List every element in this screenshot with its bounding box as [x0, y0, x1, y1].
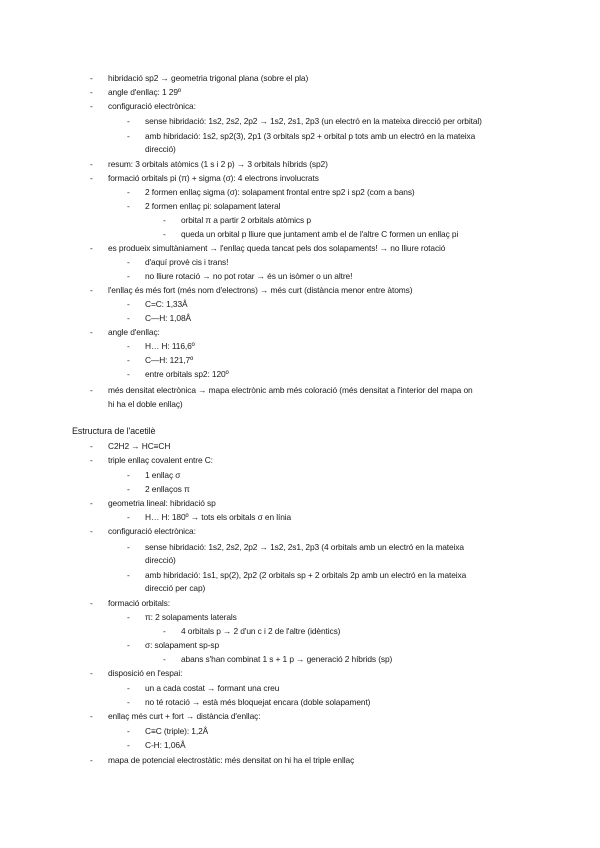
- list-item: l'enllaç és més fort (més nom d'electrons) → més curt (distància menor entre àtoms): [108, 285, 413, 295]
- bullet-dash: -: [127, 313, 130, 323]
- list-item: angle d'enllaç: 1 29º: [108, 87, 181, 97]
- bullet-dash: -: [127, 683, 130, 693]
- list-item: formació orbitals:: [108, 598, 170, 608]
- list-item: C≡C (triple): 1,2Å: [145, 726, 209, 736]
- bullet-dash: -: [127, 512, 130, 522]
- list-item: més densitat electrònica → mapa electrònic amb més coloració (més densitat a l'interior del mapa on: [108, 385, 473, 395]
- list-item: amb hibridació: 1s2, sp2(3), 2p1 (3 orbitals sp2 + orbital p tots amb un electró en la mateixa: [145, 131, 476, 141]
- list-item: C2H2 → HC≡CH: [108, 441, 171, 451]
- list-item: hibridació sp2 → geometria trigonal plana (sobre el pla): [108, 73, 309, 83]
- bullet-dash: -: [90, 87, 93, 97]
- list-item: disposició en l'espai:: [108, 668, 183, 678]
- list-item: triple enllaç covalent entre C:: [108, 455, 213, 465]
- list-item: 4 orbitals p → 2 d'un c i 2 de l'altre (idèntics): [181, 626, 341, 636]
- bullet-dash: -: [127, 612, 130, 622]
- bullet-dash: -: [127, 271, 130, 281]
- list-item: enllaç més curt + fort → distància d'enllaç:: [108, 711, 261, 721]
- list-item: C—H: 121,7º: [145, 355, 194, 365]
- list-item: H… H: 116,6º: [145, 341, 195, 351]
- bullet-dash: -: [90, 711, 93, 721]
- bullet-dash: -: [127, 369, 130, 379]
- bullet-dash: -: [163, 654, 166, 664]
- bullet-dash: -: [163, 229, 166, 239]
- bullet-dash: -: [127, 116, 130, 126]
- list-item-continuation: hi ha el doble enllaç): [108, 399, 183, 409]
- list-item: abans s'han combinat 1 s + 1 p → generació 2 híbrids (sp): [181, 654, 393, 664]
- bullet-dash: -: [127, 341, 130, 351]
- bullet-dash: -: [90, 243, 93, 253]
- list-item: amb hibridació: 1s1, sp(2), 2p2 (2 orbitals sp + 2 orbitals 2p amb un electró en la mateixa: [145, 570, 467, 580]
- list-item: 1 enllaç σ: [145, 470, 181, 480]
- list-item: 2 formen enllaç sigma (σ): solapament frontal entre sp2 i sp2 (com a bans): [145, 187, 415, 197]
- bullet-dash: -: [127, 570, 130, 580]
- list-item: queda un orbital p lliure que juntament amb el de l'altre C formen un enllaç pi: [181, 229, 459, 239]
- list-item: configuració electrònica:: [108, 526, 196, 536]
- bullet-dash: -: [127, 299, 130, 309]
- list-item: no lliure rotació → no pot rotar → és un isòmer o un altre!: [145, 271, 353, 281]
- list-item: mapa de potencial electrostàtic: més densitat on hi ha el triple enllaç: [108, 755, 355, 765]
- list-item: un a cada costat → formant una creu: [145, 683, 280, 693]
- bullet-dash: -: [90, 526, 93, 536]
- list-item: geometria lineal: hibridació sp: [108, 498, 216, 508]
- list-item: C-H: 1,06Å: [145, 740, 186, 750]
- list-item: H… H: 180º → tots els orbitals σ en línia: [145, 512, 292, 522]
- list-item: C—H: 1,08Å: [145, 313, 192, 323]
- list-item: sense hibridació: 1s2, 2s2, 2p2 → 1s2, 2s1, 2p3 (un electró en la mateixa direcció per orbital): [145, 116, 482, 126]
- bullet-dash: -: [163, 215, 166, 225]
- section-heading: Estructura de l'acetilè: [72, 426, 156, 436]
- list-item-continuation: direcció per cap): [145, 583, 206, 593]
- bullet-dash: -: [90, 441, 93, 451]
- bullet-dash: -: [127, 131, 130, 141]
- bullet-dash: -: [127, 470, 130, 480]
- list-item: configuració electrònica:: [108, 101, 196, 111]
- list-item: sense hibridació: 1s2, 2s2, 2p2 → 1s2, 2s1, 2p3 (4 orbitals amb un electró en la mateixa: [145, 542, 464, 552]
- bullet-dash: -: [90, 668, 93, 678]
- bullet-dash: -: [127, 484, 130, 494]
- list-item: σ: solapament sp-sp: [145, 640, 220, 650]
- list-item-continuation: direcció): [145, 555, 176, 565]
- bullet-dash: -: [90, 159, 93, 169]
- bullet-dash: -: [90, 755, 93, 765]
- bullet-dash: -: [163, 626, 166, 636]
- bullet-dash: -: [127, 187, 130, 197]
- bullet-dash: -: [90, 73, 93, 83]
- bullet-dash: -: [127, 201, 130, 211]
- bullet-dash: -: [127, 355, 130, 365]
- list-item: π: 2 solapaments laterals: [145, 612, 237, 622]
- bullet-dash: -: [127, 257, 130, 267]
- list-item: angle d'enllaç:: [108, 327, 160, 337]
- bullet-dash: -: [127, 697, 130, 707]
- list-item-continuation: direcció): [145, 144, 176, 154]
- bullet-dash: -: [90, 173, 93, 183]
- list-item: no té rotació → està més bloquejat encara (doble solapament): [145, 697, 371, 707]
- bullet-dash: -: [90, 327, 93, 337]
- list-item: entre orbitals sp2: 120º: [145, 369, 229, 379]
- list-item: resum: 3 orbitals atòmics (1 s i 2 p) → 3 orbitals híbrids (sp2): [108, 159, 328, 169]
- bullet-dash: -: [90, 598, 93, 608]
- list-item: 2 formen enllaç pi: solapament lateral: [145, 201, 281, 211]
- bullet-dash: -: [90, 101, 93, 111]
- list-item: d'aquí provè cis i trans!: [145, 257, 229, 267]
- bullet-dash: -: [90, 285, 93, 295]
- bullet-dash: -: [127, 640, 130, 650]
- list-item: formació orbitals pi (π) + sigma (σ): 4 electrons involucrats: [108, 173, 319, 183]
- bullet-dash: -: [90, 385, 93, 395]
- bullet-dash: -: [127, 726, 130, 736]
- list-item: es produeix simultàniament → l'enllaç queda tancat pels dos solapaments! → no lliure rotació: [108, 243, 446, 253]
- bullet-dash: -: [90, 455, 93, 465]
- list-item: orbital π a partir 2 orbitals atòmics p: [181, 215, 311, 225]
- bullet-dash: -: [90, 498, 93, 508]
- bullet-dash: -: [127, 740, 130, 750]
- list-item: C=C: 1,33Å: [145, 299, 188, 309]
- list-item: 2 enllaços π: [145, 484, 190, 494]
- bullet-dash: -: [127, 542, 130, 552]
